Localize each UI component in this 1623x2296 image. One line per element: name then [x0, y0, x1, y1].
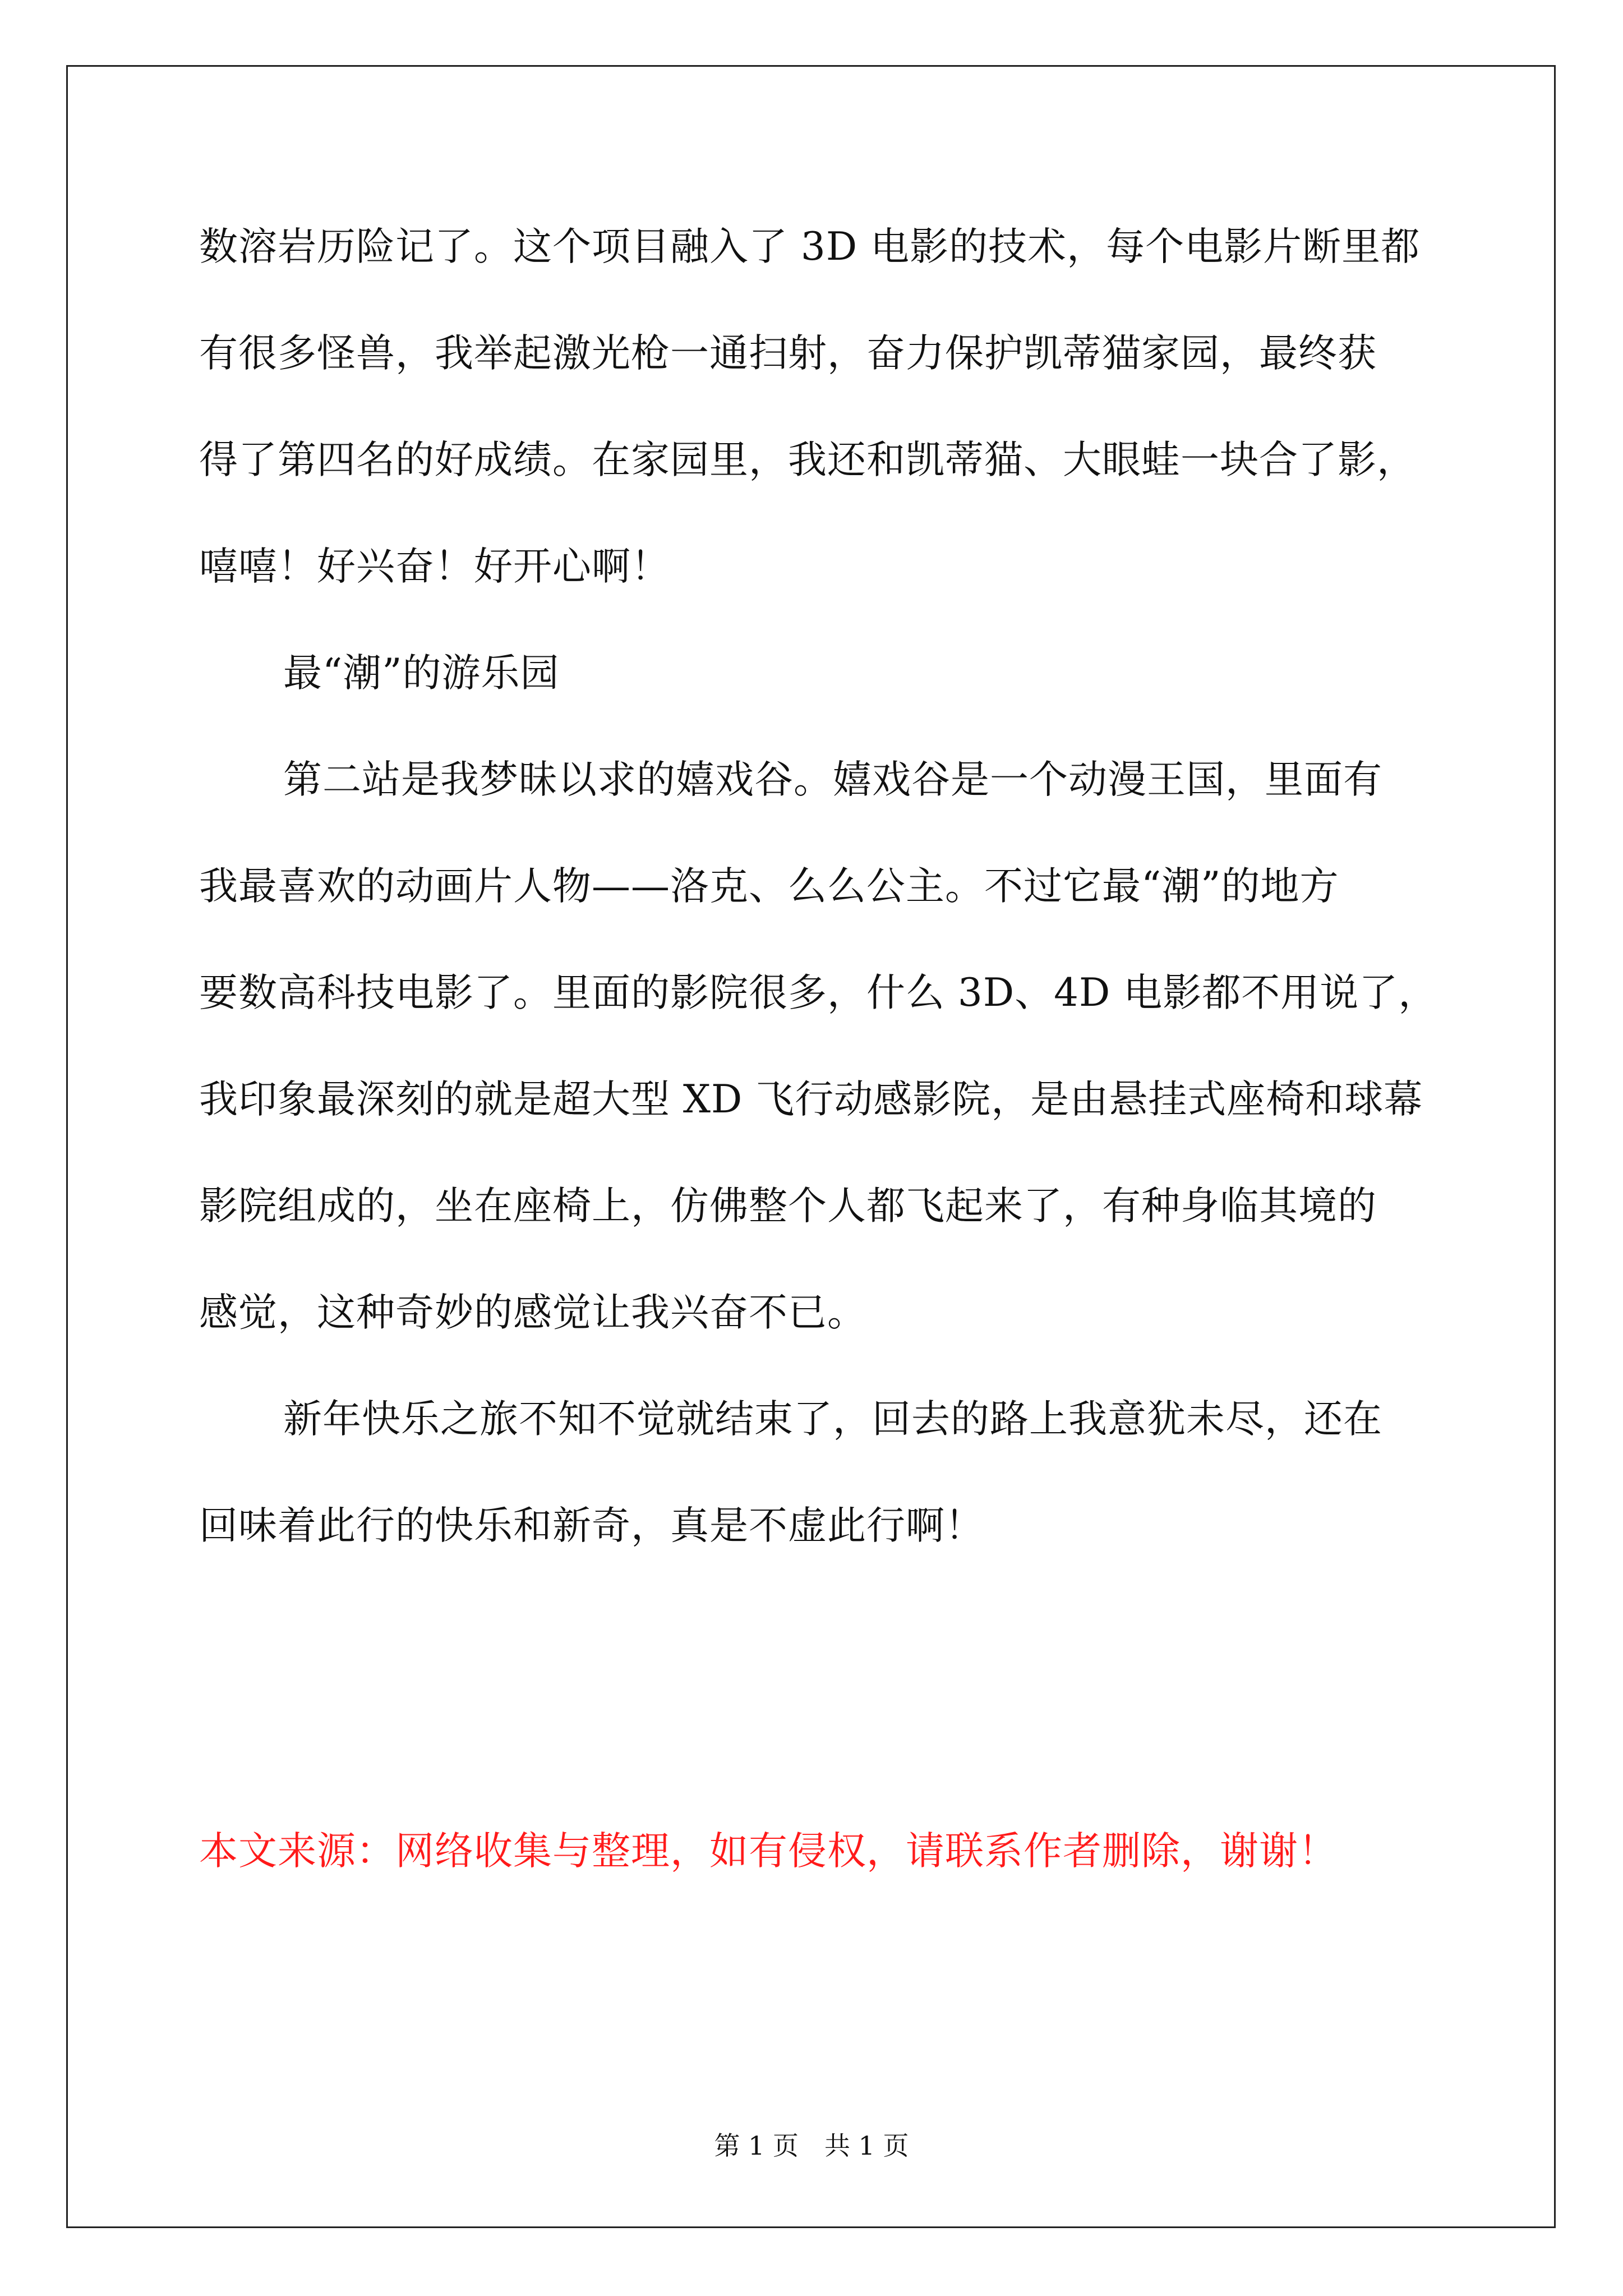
paragraph-line: 得了第四名的好成绩。在家园里，我还和凯蒂猫、大眼蛙一块合了影， — [199, 438, 1416, 482]
paragraph-line: 感觉，这种奇妙的感觉让我兴奋不已。 — [199, 1290, 866, 1335]
page-footer: 第 1 页 共 1 页 — [714, 2131, 909, 2161]
paragraph-line: 我最喜欢的动画片人物——洛克、么么公主。不过它最“潮”的地方 — [199, 864, 1339, 909]
paragraph-line: 我印象最深刻的就是超大型 XD 飞行动感影院，是由悬挂式座椅和球幕 — [199, 1077, 1423, 1122]
paragraph-line: 回味着此行的快乐和新奇，真是不虚此行啊！ — [199, 1503, 984, 1548]
paragraph-line: 影院组成的，坐在座椅上，仿佛整个人都飞起来了，有种身临其境的 — [199, 1184, 1377, 1228]
paragraph-line: 要数高科技电影了。里面的影院很多，什么 3D、4D 电影都不用说了， — [199, 970, 1438, 1015]
paragraph-line: 新年快乐之旅不知不觉就结束了，回去的路上我意犹未尽，还在 — [283, 1397, 1382, 1442]
source-notice: 本文来源：网络收集与整理，如有侵权，请联系作者删除，谢谢！ — [199, 1829, 1338, 1874]
page-border — [66, 65, 1556, 2228]
paragraph-line: 嘻嘻！好兴奋！好开心啊！ — [199, 544, 670, 589]
paragraph-line: 数溶岩历险记了。这个项目融入了 3D 电影的技术，每个电影片断里都 — [199, 224, 1421, 269]
paragraph-line: 第二站是我梦昧以求的嬉戏谷。嬉戏谷是一个动漫王国，里面有 — [283, 757, 1382, 802]
paragraph-line: 有很多怪兽，我举起激光枪一通扫射，奋力保护凯蒂猫家园，最终获 — [199, 331, 1377, 376]
section-heading: 最“潮”的游乐园 — [283, 651, 560, 696]
